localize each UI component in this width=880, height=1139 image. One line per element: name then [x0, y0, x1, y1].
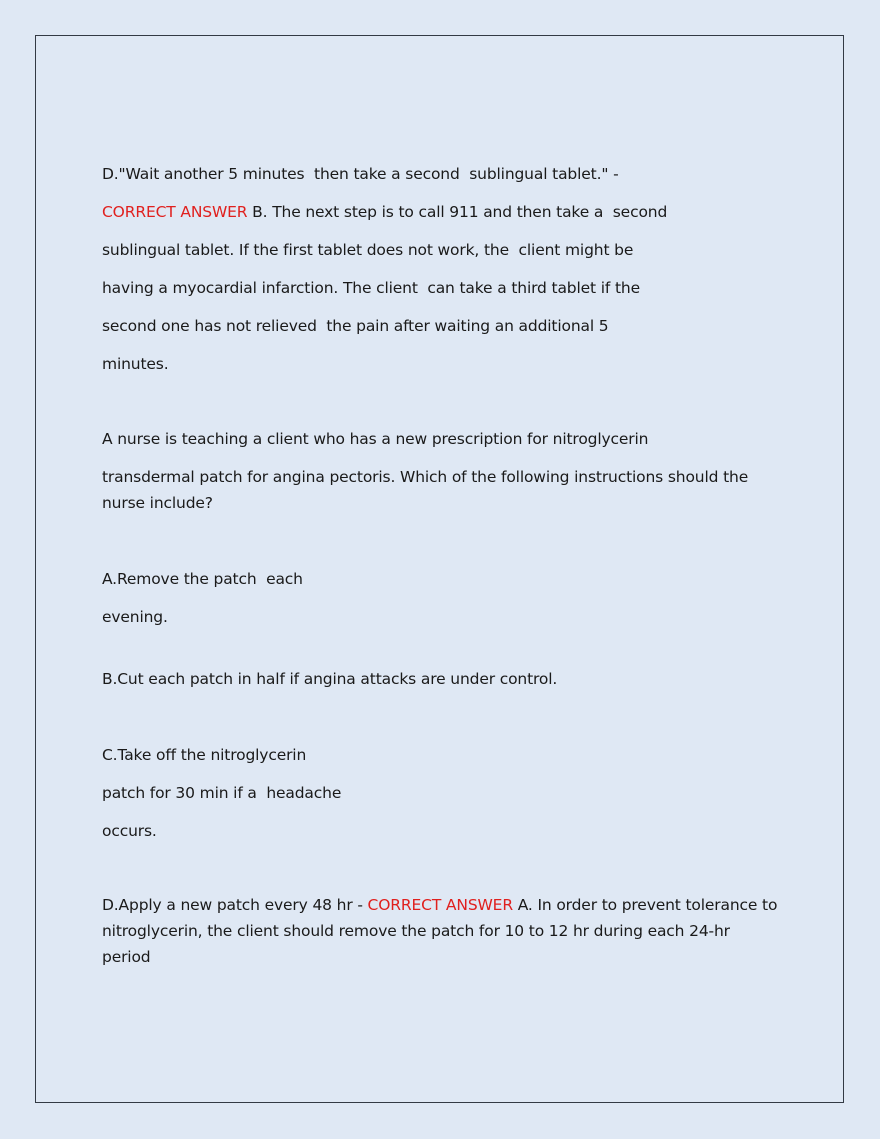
correct-answer-label: CORRECT ANSWER: [102, 203, 248, 221]
answer-explanation-text: A. In order to prevent tolerance to: [512, 896, 778, 914]
option-c: C.Take off the nitroglycerin: [102, 746, 307, 764]
option-c: occurs.: [102, 822, 157, 840]
correct-answer-label: CORRECT ANSWER: [367, 896, 513, 914]
option-b: B.Cut each patch in half if angina attacks are under control.: [102, 670, 558, 688]
option-a: A.Remove the patch each: [102, 570, 303, 588]
question-text: A nurse is teaching a client who has a new prescription for nitroglycerin: [102, 430, 649, 448]
answer-explanation-line: period: [102, 948, 151, 966]
answer-explanation-line: sublingual tablet. If the first tablet does not work, the client might be: [102, 241, 634, 259]
option-d-text: D.Apply a new patch every 48 hr -: [102, 896, 368, 914]
answer-explanation-line: nitroglycerin, the client should remove the patch for 10 to 12 hr during each 24-hr: [102, 922, 730, 940]
option-c: patch for 30 min if a headache: [102, 784, 342, 802]
answer-explanation-line: minutes.: [102, 355, 169, 373]
question-text: transdermal patch for angina pectoris. Which of the following instructions should the: [102, 468, 749, 486]
answer-explanation-text: B. The next step is to call 911 and then take a second: [247, 203, 668, 221]
answer-explanation-line: [102, 199, 667, 225]
question-text: nurse include?: [102, 494, 213, 512]
option-d-previous: D."Wait another 5 minutes then take a second sublingual tablet." -: [102, 165, 619, 183]
answer-explanation-line: second one has not relieved the pain after waiting an additional 5: [102, 317, 609, 335]
option-a: evening.: [102, 608, 168, 626]
option-d: [102, 892, 777, 918]
answer-explanation-line: having a myocardial infarction. The client can take a third tablet if the: [102, 279, 640, 297]
